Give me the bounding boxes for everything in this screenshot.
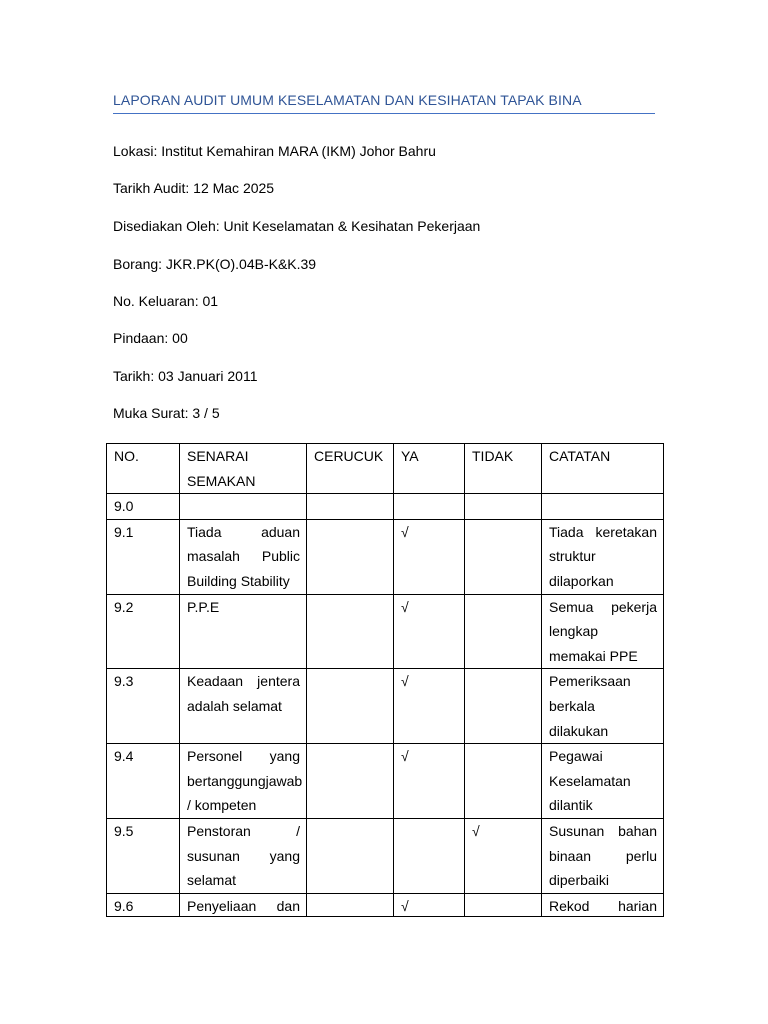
row-catatan	[542, 893, 664, 916]
table-row	[107, 494, 664, 520]
meta-audit-date: Tarikh Audit: 12 Mac 2025	[113, 180, 275, 196]
row-tidak-text	[472, 894, 535, 916]
row-cerucuk	[307, 744, 394, 819]
row-item	[180, 893, 307, 916]
row-cerucuk	[307, 893, 394, 916]
row-no: 9.2	[107, 594, 180, 669]
row-ya	[394, 893, 465, 916]
row-cerucuk	[307, 594, 394, 669]
header-checklist: SENARAI SEMAKAN	[180, 444, 307, 494]
row-no	[107, 893, 180, 916]
row-no: 9.0	[107, 494, 180, 520]
header-ya: YA	[394, 444, 465, 494]
table-row	[107, 669, 664, 744]
row-ya: √	[394, 744, 465, 819]
row-cerucuk	[307, 519, 394, 594]
document-title: LAPORAN AUDIT UMUM KESELAMATAN DAN KESIHATAN TAPAK BINA	[113, 92, 655, 114]
row-tidak	[465, 519, 542, 594]
meta-date: Tarikh: 03 Januari 2011	[113, 368, 258, 384]
row-item	[180, 494, 307, 520]
row-no: 9.5	[107, 818, 180, 893]
row-no-text: 9.6	[114, 897, 134, 914]
row-tidak: √	[465, 818, 542, 893]
header-tidak: TIDAK	[465, 444, 542, 494]
row-no: 9.4	[107, 744, 180, 819]
row-catatan: Semua pekerja lengkap memakai PPE	[542, 594, 664, 669]
row-catatan: Pemeriksaan berkala dilakukan	[542, 669, 664, 744]
row-tidak	[465, 594, 542, 669]
meta-form-number: Borang: JKR.PK(O).04B-K&K.39	[113, 256, 317, 272]
row-ya: √	[394, 519, 465, 594]
table-row	[107, 818, 664, 893]
row-ya: √	[394, 594, 465, 669]
meta-prepared-by: Disediakan Oleh: Unit Keselamatan & Kesihatan Pekerjaan	[113, 218, 481, 234]
row-ya	[394, 818, 465, 893]
row-cerucuk	[307, 669, 394, 744]
row-cerucuk-text	[314, 894, 387, 916]
row-ya: √	[394, 669, 465, 744]
table-row	[107, 893, 664, 916]
row-item-text: Penyeliaan dan	[187, 897, 300, 914]
row-cerucuk	[307, 818, 394, 893]
row-cerucuk	[307, 494, 394, 520]
row-catatan-text: Rekod harian	[549, 897, 657, 914]
row-catatan: Pegawai Keselamatan dilantik	[542, 744, 664, 819]
row-catatan	[542, 494, 664, 520]
row-ya	[394, 494, 465, 520]
table-row	[107, 744, 664, 819]
row-tidak	[465, 893, 542, 916]
header-catatan: CATATAN	[542, 444, 664, 494]
meta-page-number: Muka Surat: 3 / 5	[113, 405, 220, 421]
checklist-table	[106, 443, 664, 917]
header-cerucuk: CERUCUK	[307, 444, 394, 494]
row-catatan: Tiada keretakan struktur dilaporkan	[542, 519, 664, 594]
meta-location: Lokasi: Institut Kemahiran MARA (IKM) Johor Bahru	[113, 143, 436, 159]
meta-amendment: Pindaan: 00	[113, 330, 188, 346]
row-item: Personel yang bertanggungjawab / kompeten	[180, 744, 307, 819]
row-item: Keadaan jentera adalah selamat	[180, 669, 307, 744]
row-ya-text: √	[401, 897, 409, 914]
row-tidak	[465, 744, 542, 819]
row-item: Tiada aduan masalah Public Building Stability	[180, 519, 307, 594]
header-no: NO.	[107, 444, 180, 494]
table-header-row	[107, 444, 664, 494]
meta-issue-number: No. Keluaran: 01	[113, 293, 219, 309]
row-tidak	[465, 494, 542, 520]
row-no: 9.1	[107, 519, 180, 594]
row-item: P.P.E	[180, 594, 307, 669]
table-row	[107, 519, 664, 594]
row-no: 9.3	[107, 669, 180, 744]
row-catatan: Susunan bahan binaan perlu diperbaiki	[542, 818, 664, 893]
row-tidak	[465, 669, 542, 744]
row-item: Penstoran / susunan yang selamat	[180, 818, 307, 893]
table-row	[107, 594, 664, 669]
